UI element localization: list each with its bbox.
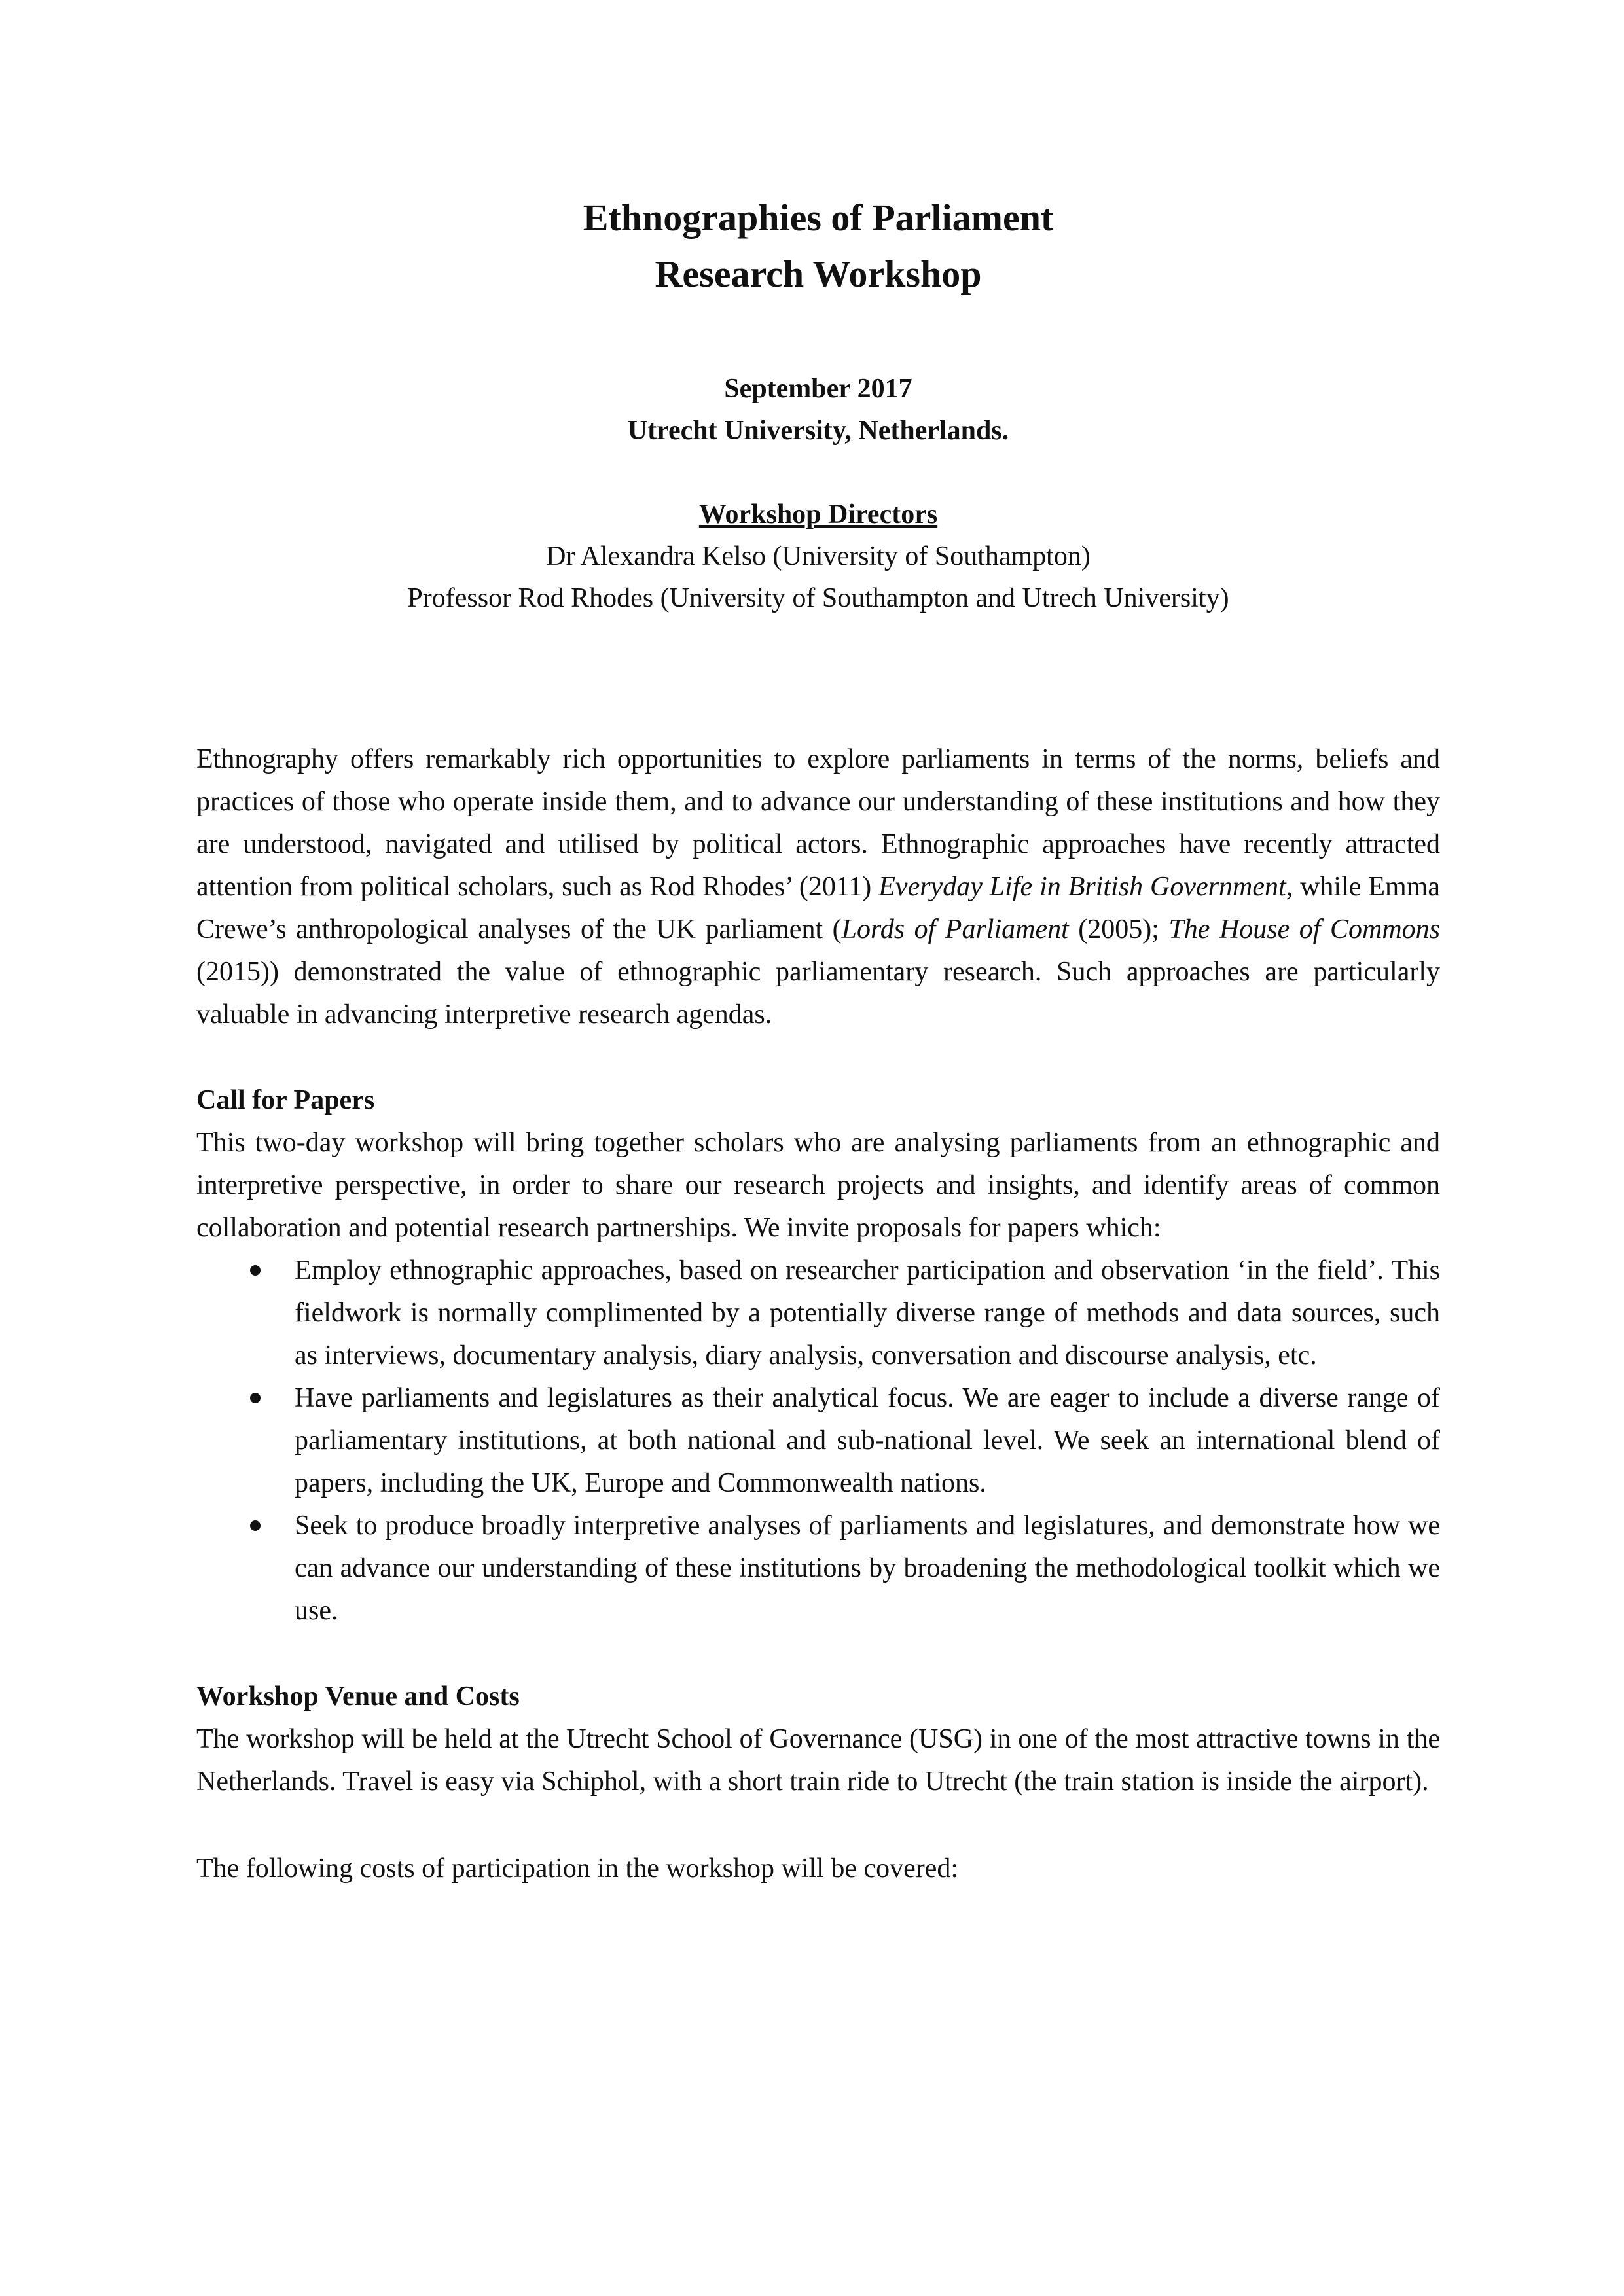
document-title [196, 190, 1440, 302]
bullet-icon [250, 1393, 261, 1403]
book-title: The House of Commons [1168, 914, 1440, 944]
bullet-icon [250, 1520, 261, 1531]
bullet-icon [250, 1265, 261, 1276]
title-line-2: Research Workshop [655, 253, 982, 295]
event-details [196, 368, 1440, 452]
list-item [196, 1505, 1440, 1632]
document-page [196, 190, 1440, 1890]
title-line-1: Ethnographies of Parliament [583, 196, 1054, 239]
book-title: Lords of Parliament [841, 914, 1069, 944]
event-date: September 2017 [724, 374, 912, 404]
venue-section [196, 1676, 1440, 1890]
director-name: Dr Alexandra Kelso (University of Southampton) [546, 541, 1091, 571]
list-item-text: Employ ethnographic approaches, based on researcher participation and observation ‘in the field’. This fieldwork is normally complimented by a potentially diverse range of methods and data sources, such as interviews, documentary analysis, diary analysis, conversation and discourse analysis, etc. [295, 1255, 1440, 1371]
workshop-directors [196, 493, 1440, 619]
director-name: Professor Rod Rhodes (University of Southampton and Utrech University) [407, 583, 1229, 613]
intro-paragraph [196, 738, 1440, 1036]
venue-text: The workshop will be held at the Utrecht School of Governance (USG) in one of the most attractive towns in the Netherlands. Travel is easy via Schiphol, with a short train ride to Utrecht (the train station is inside the airport). [196, 1724, 1440, 1797]
book-title: Everyday Life in British Government [878, 872, 1286, 902]
list-item-text: Seek to produce broadly interpretive analyses of parliaments and legislatures, and demonstrate how we can advance our understanding of these institutions by broadening the methodological toolkit which we use. [295, 1511, 1440, 1626]
intro-text: (2015)) demonstrated the value of ethnographic parliamentary research. Such approaches are particularly valuable in advancing interpretive research agendas. [196, 957, 1440, 1030]
event-location: Utrecht University, Netherlands. [627, 416, 1009, 446]
call-for-papers-text: This two-day workshop will bring together scholars who are analysing parliaments from an ethnographic and interpretive perspective, in order to share our research projects and insights, and identify areas of common collaboration and potential research partnerships. We invite proposals for papers which: [196, 1128, 1440, 1243]
intro-text: Ethnography offers remarkably rich opportunities to explore parliaments in terms of the norms, beliefs and practices of those who operate inside them, and to advance our understanding of these institutions and how they are understood, navigated and utilised by political actors. Ethnographic approaches have recently attracted attention from political scholars, such as Rod Rhodes’ (2011) [196, 744, 1440, 902]
paper-criteria-list [196, 1249, 1440, 1632]
list-item [196, 1377, 1440, 1505]
section-heading: Call for Papers [196, 1085, 375, 1115]
costs-intro-text: The following costs of participation in the workshop will be covered: [196, 1854, 959, 1884]
list-item [196, 1249, 1440, 1377]
intro-text: (2005); [1068, 914, 1169, 944]
directors-heading: Workshop Directors [698, 499, 938, 529]
section-heading: Workshop Venue and Costs [196, 1681, 520, 1712]
intro-text: , while Emma Crewe’s anthropological analyses of the UK parliament ( [196, 872, 1440, 944]
list-item-text: Have parliaments and legislatures as their analytical focus. We are eager to include a diverse range of parliamentary institutions, at both national and sub-national level. We seek an international blend of papers, including the UK, Europe and Commonwealth nations. [295, 1383, 1440, 1498]
call-for-papers-section [196, 1079, 1440, 1632]
